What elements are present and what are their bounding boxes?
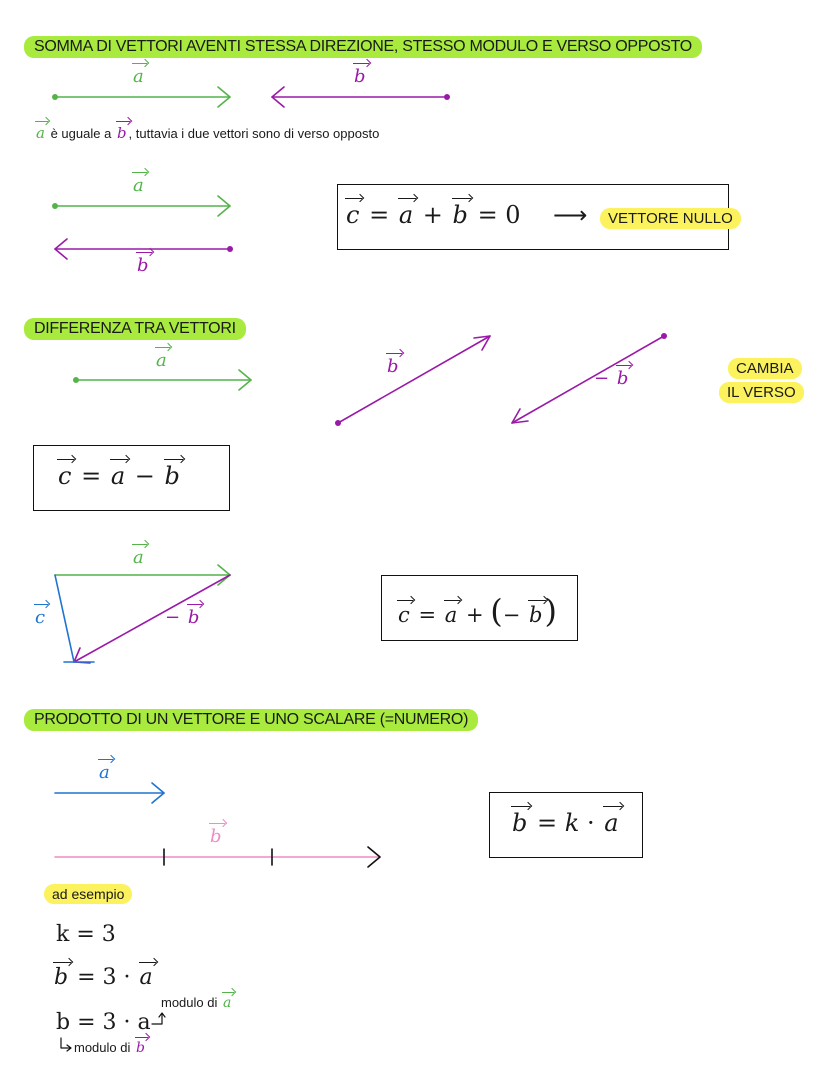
vector-a-row2 [55,196,230,216]
triangle-vector-c [55,575,94,662]
il-verso-label: IL VERSO [719,382,804,403]
label-b-row1: b [354,66,366,87]
difference-formula-box [33,445,230,511]
vector-example-formula: b = 3 · a [54,965,153,990]
label-a-row1: a [133,66,144,87]
null-vector-formula-box [337,184,733,250]
triangle-vector-minus-b [74,575,230,663]
sum-with-opposite-formula-box [381,575,578,641]
triangle-vector-a [55,565,230,585]
vector-minus-b-origin [661,333,667,339]
scalar-product-formula-box [489,792,643,858]
k-value: k = 3 [56,922,116,947]
modulus-example-formula: b = 3 · a [56,1010,151,1035]
vector-b-diff-origin [335,420,341,426]
vector-b-row1-origin [444,94,450,100]
label-b-row2: b [137,255,149,276]
vector-b-diff [338,336,490,423]
corner-arrow-right [61,1038,71,1051]
label-a-row2: a [133,175,144,196]
sum-with-opposite-formula: c = a + (− b) [398,592,557,630]
section-title-sum: SOMMA DI VETTORI AVENTI STESSA DIREZIONE, STESSO MODULO E VERSO OPPOSTO [24,36,702,58]
null-vector-formula: c = a + b = 0 [346,201,521,229]
vector-a-row2-origin [52,203,58,209]
vector-b-row1 [272,87,447,107]
difference-formula: c = a − b [58,462,180,490]
modulo-a-note: modulo di a [161,995,232,1011]
cambia-label: CAMBIA [728,358,802,379]
label-c-triangle: c [35,607,46,628]
corner-arrow-up [152,1013,165,1024]
same-modulus-note: a è uguale a b , tuttavia i due vettori sono di verso opposto [36,124,380,142]
label-minus-b: − b [594,368,629,389]
label-b-scaled: b [210,826,222,847]
vector-a-row1-origin [52,94,58,100]
vector-a-row1 [55,87,230,107]
example-label: ad esempio [44,884,132,904]
null-vector-label: VETTORE NULLO [600,208,741,229]
label-a-triangle: a [133,547,144,568]
section-title-scalar-product: PRODOTTO DI UN VETTORE E UNO SCALARE (=NUMERO) [24,709,478,731]
label-minus-b-triangle: − b [165,607,200,628]
implies-arrow: ⟶ [553,202,588,229]
vector-a-diff [76,370,251,390]
section-title-difference: DIFFERENZA TRA VETTORI [24,318,246,340]
label-b-diff: b [387,356,399,377]
vector-a-blue [55,783,164,803]
modulo-b-note: modulo di b [74,1040,145,1056]
label-a-diff: a [156,350,167,371]
scalar-product-formula: b = k · a [512,809,619,837]
label-a-blue: a [99,762,110,783]
vector-b-row2-origin [227,246,233,252]
vector-a-diff-origin [73,377,79,383]
vector-minus-b [512,336,664,423]
